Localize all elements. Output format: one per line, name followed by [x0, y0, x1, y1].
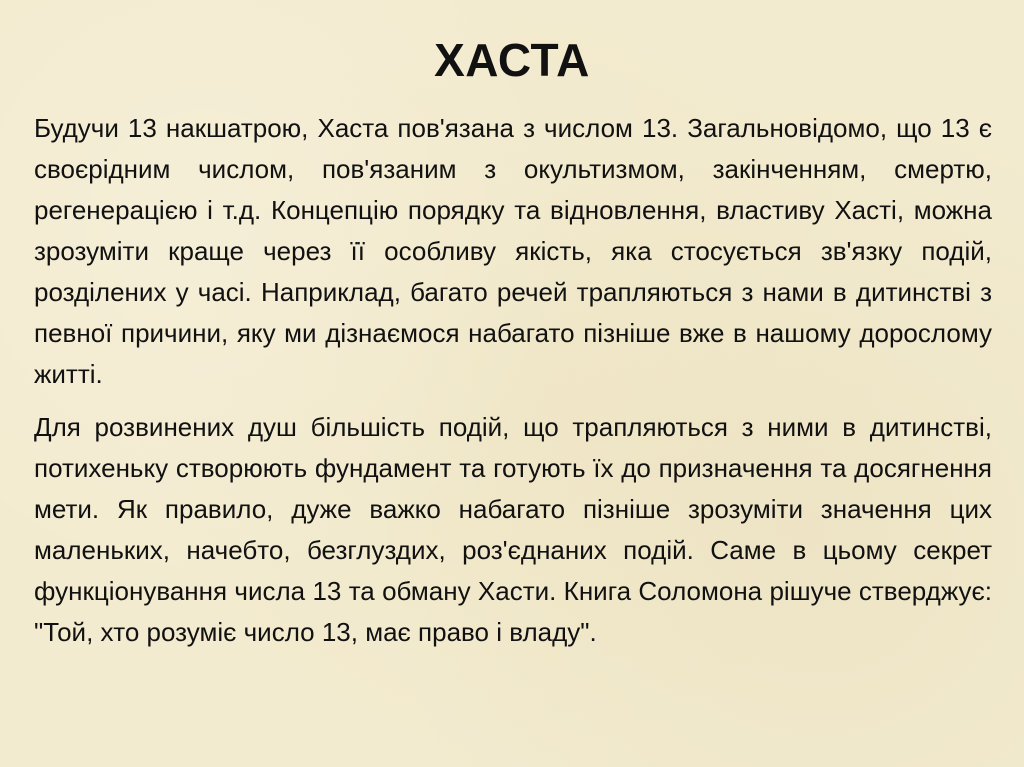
paragraph-1: Будучи 13 накшатрою, Хаста пов'язана з числом 13. Загальновідомо, що 13 є своєрідним числом, пов'язаним з окультизмом, закінченням, смертю, регенерацією і т.д. Концепцію порядку та відновлення, властиву Хасті, можна зрозуміти краще через її особливу якість, яка стосується зв'язку подій, розділених у часі. Наприклад, багато речей трапляються з нами в дитинстві з певної причини, яку ми дізнаємося набагато пізніше вже в нашому дорослому житті. [34, 113, 992, 389]
paragraph-2: Для розвинених душ більшість подій, що трапляються з ними в дитинстві, потихеньку створюють фундамент та готують їх до призначення та досягнення мети. Як правило, дуже важко набагато пізніше зрозуміти значення цих маленьких, начебто, безглуздих, роз'єднаних подій. Саме в цьому секрет функціонування числа 13 та обману Хасти. Книга Соломона рішуче стверджує: "Той, хто розуміє число 13, має право і владу". [34, 412, 992, 647]
slide-title: ХАСТА [434, 34, 590, 86]
slide-body [34, 108, 992, 665]
